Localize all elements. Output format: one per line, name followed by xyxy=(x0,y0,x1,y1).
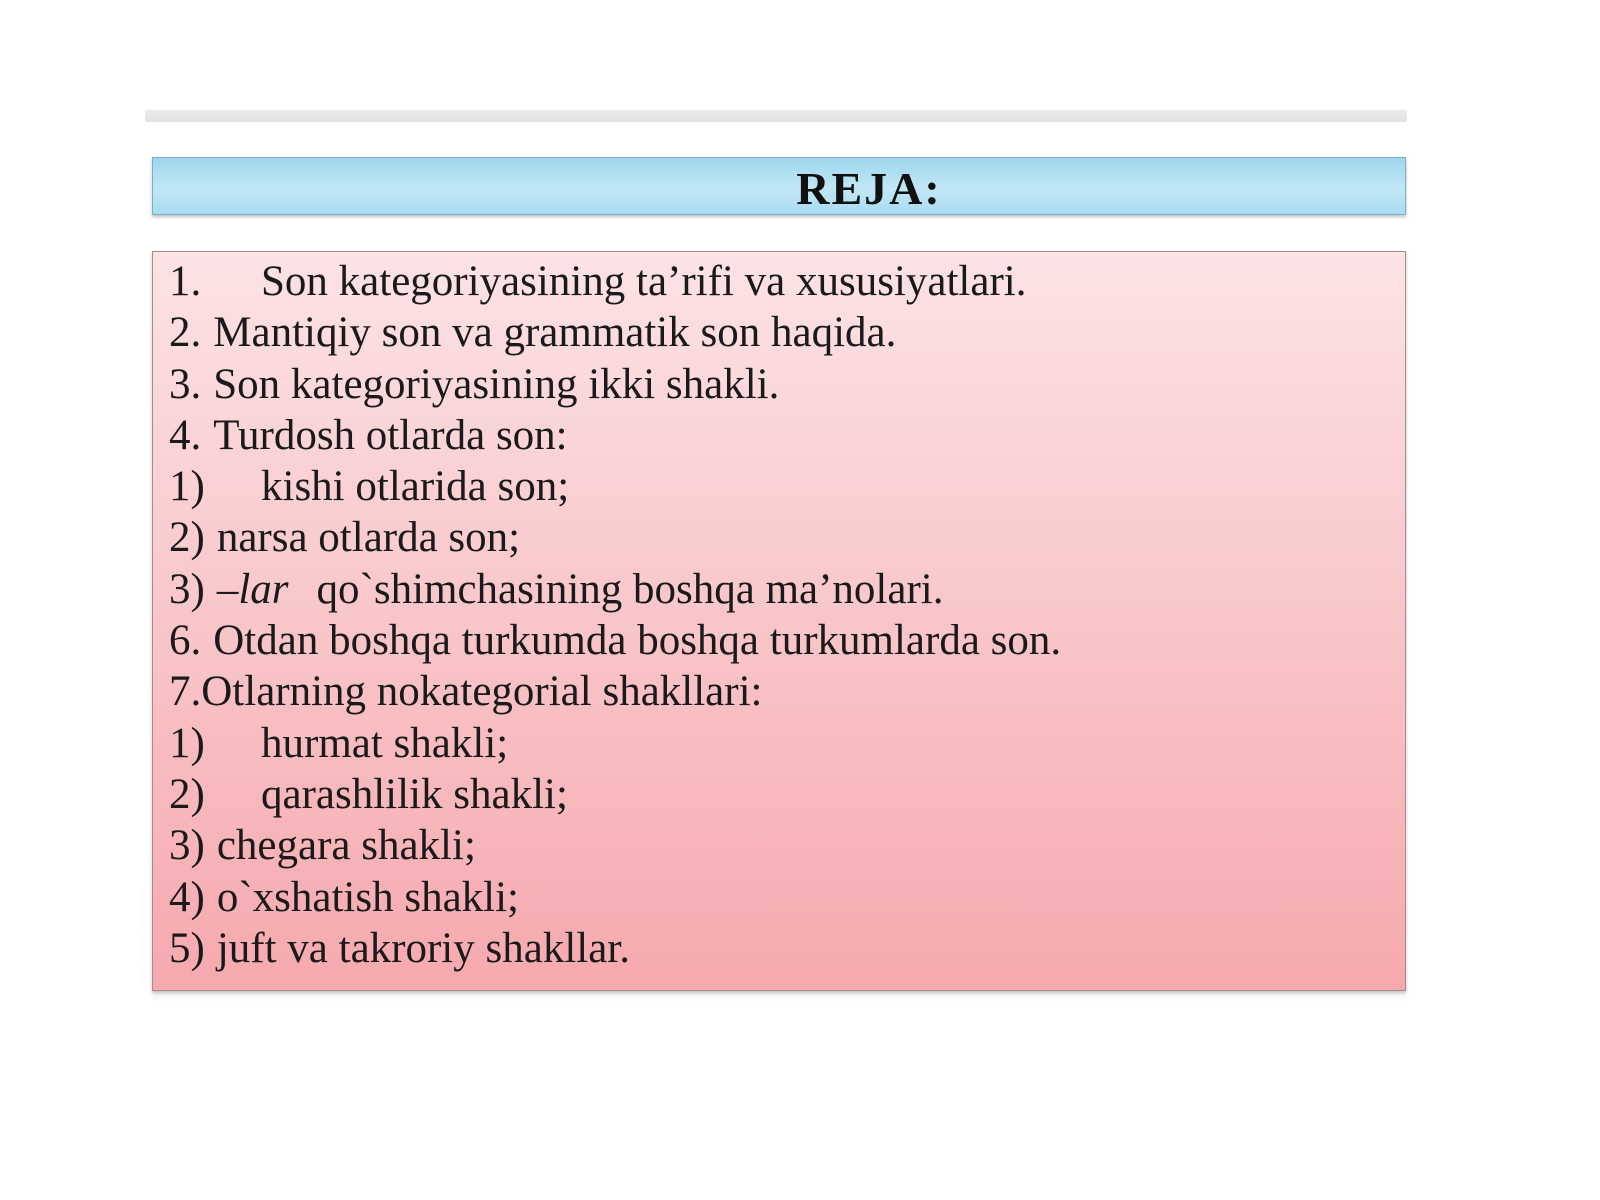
list-item xyxy=(169,359,1395,410)
list-item xyxy=(169,923,1395,974)
title-bar xyxy=(152,157,1406,215)
top-divider xyxy=(145,110,1407,122)
item-text: Mantiqiy son va grammatik son haqida. xyxy=(213,309,897,357)
item-text: kishi otlarida son; xyxy=(261,463,570,511)
item-text: Son kategoriyasining ikki shakli. xyxy=(213,360,780,408)
item-text: Son kategoriyasining ta’rifi va xususiyatlari. xyxy=(261,258,1027,305)
list-item xyxy=(169,564,1395,615)
item-text: qarashlilik shakli; xyxy=(261,770,568,818)
list-item xyxy=(169,820,1395,871)
item-text: juft va takroriy shakllar. xyxy=(216,924,630,972)
item-text: Otlarning nokategorial shakllari: xyxy=(201,668,763,716)
plan-list xyxy=(169,256,1395,974)
item-text: qo`shimchasining boshqa ma’nolari. xyxy=(316,565,944,613)
plan-box xyxy=(152,251,1406,991)
item-number: 5) xyxy=(169,924,205,972)
slide-title: REJA: xyxy=(796,163,942,214)
item-number: 2) xyxy=(169,770,205,818)
item-number: 6. xyxy=(169,617,202,665)
item-text: chegara shakli; xyxy=(216,822,476,870)
list-item xyxy=(169,769,1395,820)
list-item xyxy=(169,410,1395,461)
item-number: 3. xyxy=(169,360,202,408)
item-number: 1. xyxy=(169,258,202,305)
item-number: 3) xyxy=(169,565,205,613)
item-text: hurmat shakli; xyxy=(261,719,509,767)
item-suffix-italic: –lar xyxy=(216,565,289,613)
list-item xyxy=(169,872,1395,923)
item-text: o`xshatish shakli; xyxy=(216,873,520,921)
list-item xyxy=(169,666,1395,717)
item-text: Otdan boshqa turkumda boshqa turkumlarda son. xyxy=(213,617,1062,665)
item-number: 3) xyxy=(169,822,205,870)
list-item xyxy=(169,256,1395,307)
item-number: 1) xyxy=(169,463,205,511)
item-number: 1) xyxy=(169,719,205,767)
list-item xyxy=(169,718,1395,769)
list-item xyxy=(169,461,1395,512)
item-text: narsa otlarda son; xyxy=(216,514,521,562)
list-item xyxy=(169,307,1395,358)
box-shadow-strip xyxy=(152,993,1406,1003)
item-number: 4) xyxy=(169,873,205,921)
list-item xyxy=(169,512,1395,563)
item-number: 4. xyxy=(169,411,202,459)
item-number: 2) xyxy=(169,514,205,562)
item-number: 2. xyxy=(169,309,202,357)
list-item xyxy=(169,615,1395,666)
item-text: Turdosh otlarda son: xyxy=(213,411,568,459)
item-number: 7. xyxy=(169,668,202,716)
